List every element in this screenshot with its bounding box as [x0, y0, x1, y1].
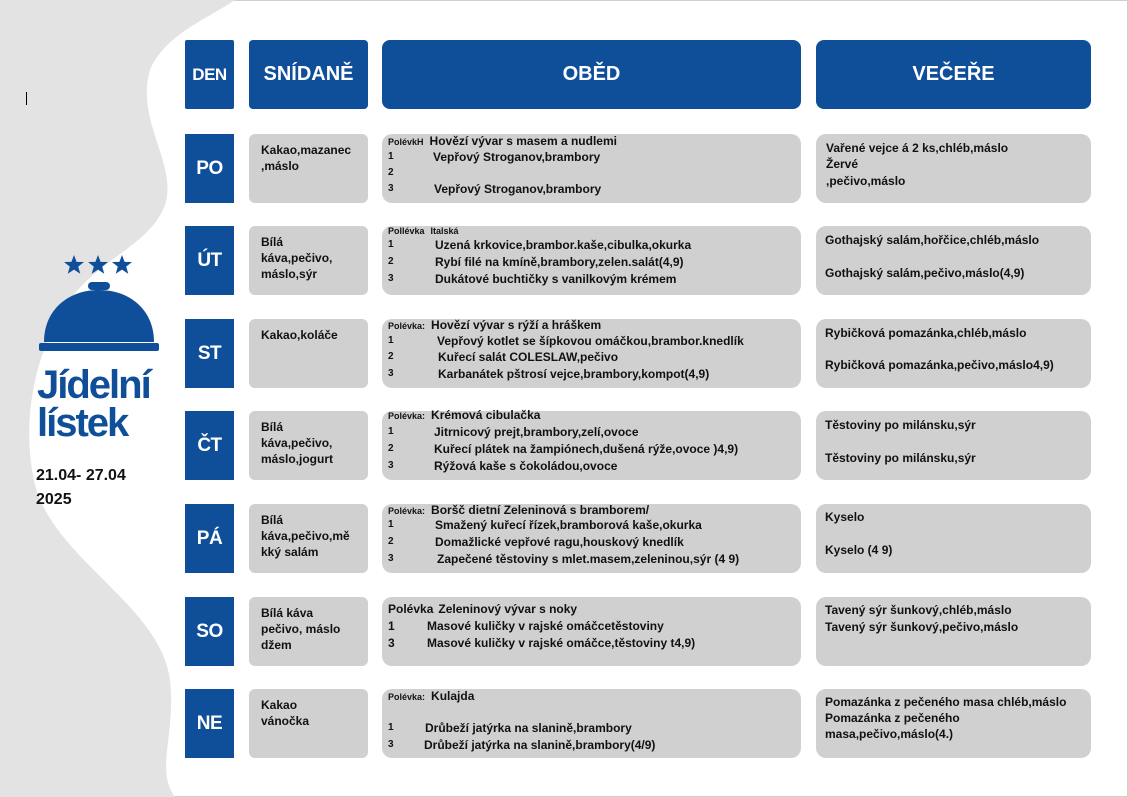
dish-number: 3: [388, 636, 395, 650]
dish-name: Smažený kuřecí řízek,bramborová kaše,okurka: [435, 518, 702, 532]
dinner-line: Tavený sýr šunkový,pečivo,máslo: [825, 620, 1019, 634]
soup-line: [388, 602, 577, 616]
dish-name: Kuřecí plátek na žampiónech,dušená rýže,ovoce )4,9): [434, 442, 739, 456]
dish-number: 3: [388, 460, 394, 471]
dish-number: 2: [388, 443, 394, 454]
year-text: 2025: [36, 491, 72, 508]
dish-number: 3: [388, 553, 394, 564]
breakfast-cell-ut: [249, 226, 368, 295]
header-snidane: SNÍDANĚ: [249, 40, 368, 109]
dinner-line: Těstoviny po milánsku,sýr: [825, 451, 976, 465]
date-range-text: 21.04- 27.04: [36, 467, 126, 484]
dish-name: Vepřový kotlet se šípkovou omáčkou,brambor.knedlík: [437, 334, 744, 348]
soup-label: Polévka:: [388, 692, 426, 702]
soup-label: Polévka: [388, 602, 434, 616]
breakfast-cell-pa: [249, 504, 368, 573]
dinner-line: Kyselo: [825, 510, 865, 524]
breakfast-cell-so: [249, 597, 368, 666]
dish-number: 1: [388, 151, 394, 162]
cloche-icon: [38, 282, 160, 354]
dish-name: Kuřecí salát COLESLAW,pečivo: [438, 350, 619, 364]
dinner-line: Žervé: [826, 157, 859, 171]
day-label-ut: ÚT: [185, 226, 234, 295]
dish-name: Drůbeží jatýrka na slanině,brambory(4/9): [424, 738, 656, 752]
soup-line: [388, 689, 474, 704]
dish-name: Masové kuličky v rajské omáčce,těstoviny t4,9): [427, 636, 696, 650]
soup-name: Kulajda: [431, 689, 475, 703]
lunch-cell-st: [382, 319, 801, 388]
dinner-line: Těstoviny po milánsku,sýr: [825, 418, 976, 432]
menu-title: [37, 363, 150, 445]
soup-name: Hovězí vývar s rýží a hráškem: [431, 318, 602, 332]
dish-number: 3: [388, 739, 394, 750]
day-label-ct: ČT: [185, 411, 234, 480]
soup-label: Polévka:: [388, 506, 426, 516]
day-label-so: SO: [185, 597, 234, 666]
dinner-line: masa,pečivo,máslo(4.): [825, 727, 954, 741]
day-label-st: ST: [185, 319, 234, 388]
header-den: DEN: [185, 40, 234, 109]
breakfast-cell-po: [249, 134, 368, 203]
dinner-line: Rybičková pomazánka,pečivo,máslo4,9): [825, 358, 1054, 372]
dish-name: Vepřový Stroganov,brambory: [433, 150, 601, 164]
three-stars-icon: [63, 254, 135, 276]
dinner-cell-st: [816, 319, 1091, 388]
breakfast-text: Bílá káva,pečivo,mě kký salám: [261, 513, 350, 559]
dish-number: 1: [388, 722, 394, 733]
lunch-cell-pa: [382, 504, 801, 573]
lunch-cell-ut: [382, 226, 801, 295]
soup-name: Boršč dietní Zeleninová s bramborem/: [431, 503, 650, 517]
dish-name: Drůbeží jatýrka na slanině,brambory: [425, 721, 632, 735]
day-label-po: PO: [185, 134, 234, 203]
dinner-line: Kyselo (4 9): [825, 543, 893, 557]
breakfast-cell-ne: [249, 689, 368, 758]
dinner-line: Pomazánka z pečeného masa chléb,máslo: [825, 695, 1067, 709]
dinner-cell-po: [816, 134, 1091, 203]
dish-name: Zapečené těstoviny s mlet.masem,zeleninou,sýr (4 9): [437, 552, 740, 566]
dish-number: 1: [388, 335, 394, 346]
dish-number: 1: [388, 239, 394, 250]
soup-label: Pollévka: [388, 226, 425, 236]
text-cursor: [26, 92, 27, 105]
dish-name: Vepřový Stroganov,brambory: [434, 182, 602, 196]
dish-name: Rybí filé na kmíně,brambory,zelen.salát(4,9): [435, 255, 684, 269]
dish-number: 2: [388, 351, 394, 362]
soup-name: Hovězí vývar s masem a nudlemi: [429, 134, 617, 148]
breakfast-cell-st: [249, 319, 368, 388]
breakfast-text: Bílá káva,pečivo, máslo,jogurt: [261, 420, 334, 466]
breakfast-text: Bílá káva pečivo, máslo džem: [261, 606, 341, 652]
dinner-line: Vařené vejce á 2 ks,chléb,máslo: [826, 141, 1009, 155]
header-vecere: VEČEŘE: [816, 40, 1091, 109]
dinner-cell-pa: [816, 504, 1091, 573]
title-line: lístek: [37, 401, 128, 445]
lunch-cell-ct: [382, 408, 801, 480]
dish-number: 1: [388, 519, 394, 530]
dinner-cell-ne: [816, 689, 1091, 758]
dish-number: 1: [388, 426, 394, 437]
dish-name: Domažlické vepřové ragu,houskový knedlík: [435, 535, 684, 549]
dinner-cell-so: [816, 597, 1091, 666]
dinner-line: Tavený sýr šunkový,chléb,máslo: [825, 603, 1012, 617]
soup-name: Krémová cibulačka: [431, 408, 541, 422]
dish-name: Masové kuličky v rajské omáčcetěstoviny: [427, 619, 664, 633]
soup-line: [388, 318, 601, 333]
dish-name: Rýžová kaše s čokoládou,ovoce: [434, 459, 618, 473]
dinner-line: Rybičková pomazánka,chléb,máslo: [825, 326, 1027, 340]
soup-name: Zeleninový vývar s noky: [438, 602, 578, 616]
dish-name: Karbanátek pštrosí vejce,brambory,kompot(4,9): [438, 367, 710, 381]
dinner-cell-ut: [816, 226, 1091, 295]
dish-name: Dukátové buchtičky s vanilkovým krémem: [435, 272, 677, 286]
soup-line: [388, 134, 617, 149]
day-label-ne: NE: [185, 689, 234, 758]
dish-name: Uzená krkovice,brambor.kaše,cibulka,okurka: [435, 238, 692, 252]
dish-number: 3: [388, 273, 394, 284]
dish-number: 3: [388, 368, 394, 379]
header-obed: OBĚD: [382, 40, 801, 109]
lunch-cell-po: [382, 134, 801, 203]
title-line: Jídelní: [37, 363, 150, 407]
dish-number: 3: [388, 183, 394, 194]
dinner-line: Gothajský salám,pečivo,máslo(4,9): [825, 266, 1025, 280]
dish-number: 2: [388, 536, 394, 547]
lunch-cell-so: [382, 597, 801, 666]
soup-label: Polévka:: [388, 321, 426, 331]
dinner-cell-ct: [816, 411, 1091, 480]
breakfast-text: Bílá káva,pečivo, máslo,sýr: [261, 235, 333, 281]
soup-line: [388, 223, 459, 238]
soup-line: [388, 408, 540, 423]
dish-number: 1: [388, 619, 395, 633]
dinner-line: ,pečivo,máslo: [826, 174, 906, 188]
dinner-line: Pomazánka z pečeného: [825, 711, 960, 725]
breakfast-text: Kakao,koláče: [261, 328, 338, 342]
dinner-line: Gothajský salám,hořčice,chléb,máslo: [825, 233, 1040, 247]
dish-number: 2: [388, 167, 394, 178]
breakfast-text: Kakao,mazanec ,máslo: [261, 143, 352, 173]
breakfast-text: Kakao vánočka: [261, 698, 310, 728]
soup-line: [388, 503, 649, 518]
soup-label: PolévkH: [388, 137, 424, 147]
day-label-pa: PÁ: [185, 504, 234, 573]
lunch-cell-ne: [382, 689, 801, 758]
dish-name: Jitrnicový prejt,brambory,zelí,ovoce: [434, 425, 639, 439]
dish-number: 2: [388, 256, 394, 267]
date-range: [36, 464, 126, 512]
soup-name: Italská: [430, 226, 459, 236]
soup-label: Polévka:: [388, 411, 426, 421]
breakfast-cell-ct: [249, 411, 368, 480]
